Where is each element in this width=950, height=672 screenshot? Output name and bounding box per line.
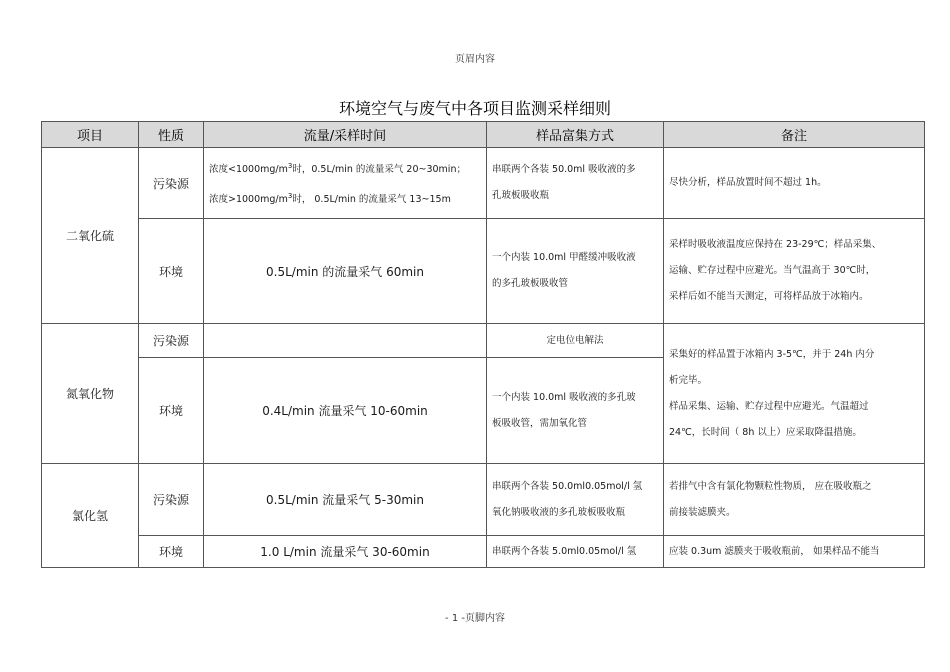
table-row: [42, 148, 925, 219]
header-property: 性质: [139, 122, 204, 148]
flow-cell: 0.5L/min 流量采气 5-30min: [204, 464, 487, 536]
method-cell: 串联两个各装 50.0ml 吸收液的多 孔玻板吸收瓶: [487, 148, 664, 219]
document-title: 环境空气与废气中各项目监测采样细则: [338, 99, 611, 118]
table-row: [42, 324, 925, 358]
item-hcl: 氯化氢: [42, 464, 139, 568]
header-remarks: 备注: [664, 122, 925, 148]
property-cell: 环境: [139, 358, 204, 464]
note-cell: 采样时吸收液温度应保持在 23-29℃；样品采集、 运输、贮存过程中应避光。当气温高于 30℃时， 采样后如不能当天测定，可将样品放于冰箱内。: [664, 219, 925, 324]
table-row: [42, 536, 925, 568]
property-cell: 环境: [139, 536, 204, 568]
table-header-row: [42, 122, 925, 148]
table-row: [42, 219, 925, 324]
flow-cell: [204, 324, 487, 358]
method-cell: 一个内装 10.0ml 甲醛缓冲吸收液 的多孔玻板吸收管: [487, 219, 664, 324]
item-nox: 氮氧化物: [42, 324, 139, 464]
header-enrichment-method: 样品富集方式: [487, 122, 664, 148]
header-item: 项目: [42, 122, 139, 148]
flow-cell: 浓度$<1000mg/m^3$时，0.5L/min 的流量采气 20~30min； 浓度$>1000mg/m^3$时， 0.5L/min 的流量采气 13~15m: [204, 148, 487, 219]
header-flow-time: 流量/采样时间: [204, 122, 487, 148]
page-footer: - 1 -页脚内容: [445, 613, 505, 624]
note-cell: 采集好的样品置于冰箱内 3-5℃，并于 24h 内分 析完毕。 样品采集、运输、贮存过程中应避光。气温超过 24℃，长时间（ 8h 以上）应采取降温措施。: [664, 324, 925, 464]
flow-cell: 1.0 L/min 流量采气 30-60min: [204, 536, 487, 568]
method-cell: 一个内装 10.0ml 吸收液的多孔玻 板吸收管，需加氧化管: [487, 358, 664, 464]
flow-cell: 0.4L/min 流量采气 10-60min: [204, 358, 487, 464]
note-cell: 尽快分析，样品放置时间不超过 1h。: [664, 148, 925, 219]
sampling-rules-table: [41, 121, 925, 568]
page-header: 页眉内容: [455, 54, 495, 65]
property-cell: 污染源: [139, 324, 204, 358]
note-cell: 若排气中含有氯化物颗粒性物质， 应在吸收瓶之 前接装滤膜夹。: [664, 464, 925, 536]
flow-cell: 0.5L/min 的流量采气 60min: [204, 219, 487, 324]
method-cell: 串联两个各装 5.0ml0.05mol/l 氢: [487, 536, 664, 568]
method-cell: 串联两个各装 50.0ml0.05mol/l 氢 氧化钠吸收液的多孔玻板吸收瓶: [487, 464, 664, 536]
property-cell: 污染源: [139, 464, 204, 536]
property-cell: 污染源: [139, 148, 204, 219]
property-cell: 环境: [139, 219, 204, 324]
note-cell: 应装 0.3um 滤膜夹于吸收瓶前， 如果样品不能当: [664, 536, 925, 568]
item-so2: 二氧化硫: [42, 148, 139, 324]
method-cell: 定电位电解法: [487, 324, 664, 358]
table-row: [42, 464, 925, 536]
